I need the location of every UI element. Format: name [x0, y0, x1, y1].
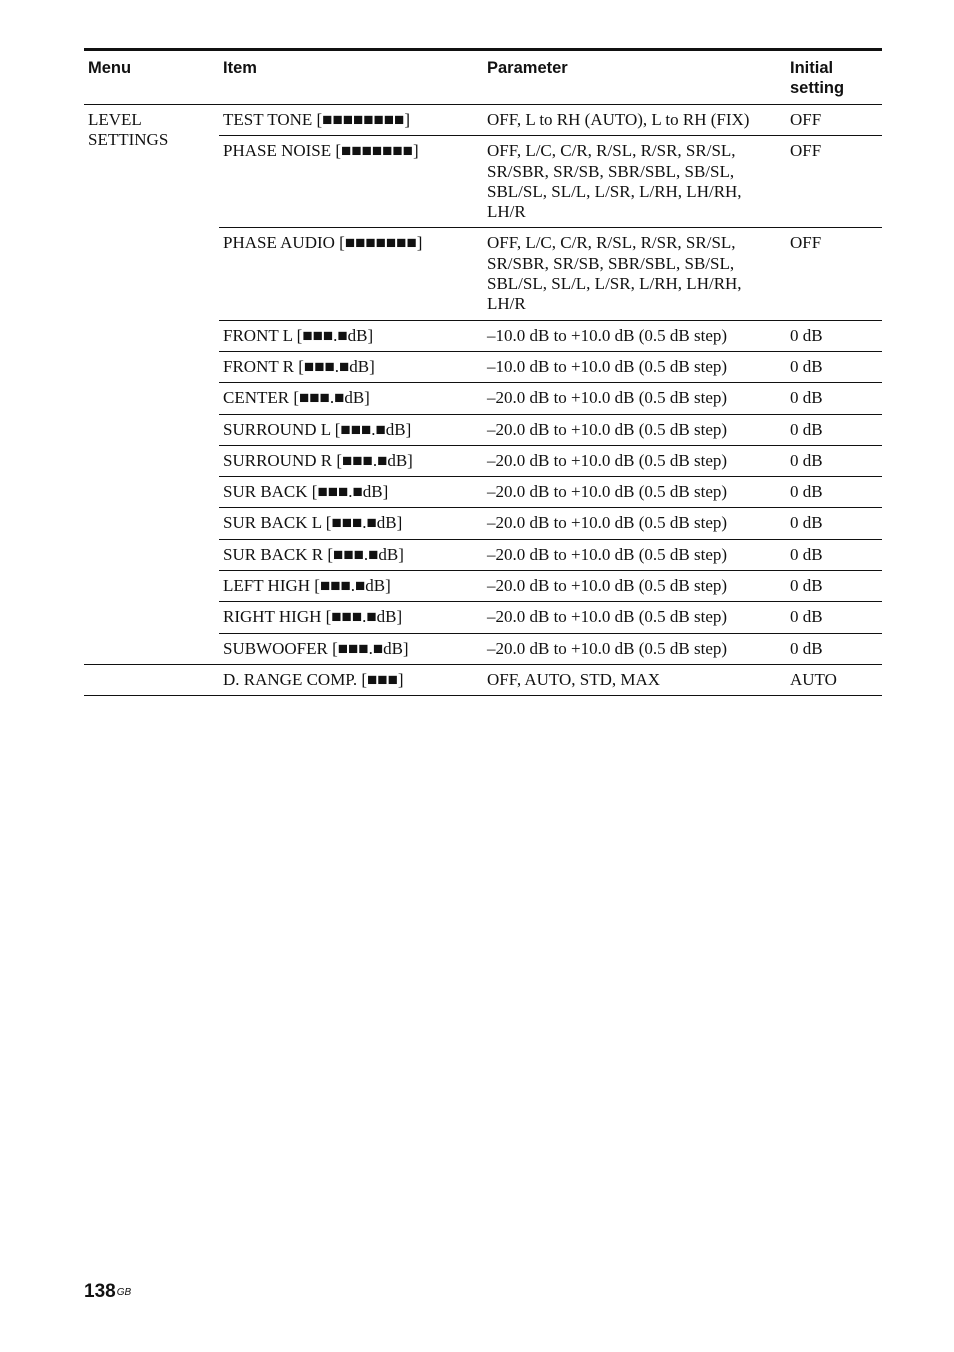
initial-cell: 0 dB: [786, 539, 882, 570]
initial-cell: 0 dB: [786, 320, 882, 351]
initial-cell: 0 dB: [786, 571, 882, 602]
initial-cell: 0 dB: [786, 633, 882, 664]
header-item: Item: [219, 50, 483, 105]
table-body: [84, 105, 882, 696]
item-cell: SUR BACK L [■■■.■dB]: [219, 508, 483, 539]
item-cell: FRONT R [■■■.■dB]: [219, 351, 483, 382]
initial-cell: OFF: [786, 228, 882, 320]
settings-table-container: [84, 48, 882, 696]
page-number-suffix: GB: [116, 1287, 132, 1298]
item-cell: FRONT L [■■■.■dB]: [219, 320, 483, 351]
parameter-cell: OFF, L to RH (AUTO), L to RH (FIX): [483, 105, 786, 136]
parameter-cell: –10.0 dB to +10.0 dB (0.5 dB step): [483, 351, 786, 382]
parameter-cell: –10.0 dB to +10.0 dB (0.5 dB step): [483, 320, 786, 351]
table-row: [84, 664, 882, 695]
table-row: [84, 105, 882, 136]
page-number: [84, 1280, 131, 1304]
initial-cell: 0 dB: [786, 508, 882, 539]
item-cell: RIGHT HIGH [■■■.■dB]: [219, 602, 483, 633]
menu-cell-level-settings: LEVEL SETTINGS: [84, 105, 219, 665]
parameter-cell: –20.0 dB to +10.0 dB (0.5 dB step): [483, 508, 786, 539]
table-header: [84, 50, 882, 105]
header-initial-setting: Initial setting: [786, 50, 882, 105]
item-cell: SUR BACK R [■■■.■dB]: [219, 539, 483, 570]
item-cell: PHASE NOISE [■■■■■■■]: [219, 136, 483, 228]
initial-cell: 0 dB: [786, 602, 882, 633]
initial-cell: 0 dB: [786, 445, 882, 476]
header-parameter: Parameter: [483, 50, 786, 105]
header-menu: Menu: [84, 50, 219, 105]
initial-cell: AUTO: [786, 664, 882, 695]
initial-cell: 0 dB: [786, 414, 882, 445]
initial-cell: 0 dB: [786, 383, 882, 414]
parameter-cell: –20.0 dB to +10.0 dB (0.5 dB step): [483, 539, 786, 570]
initial-cell: OFF: [786, 136, 882, 228]
initial-cell: 0 dB: [786, 351, 882, 382]
item-cell: TEST TONE [■■■■■■■■]: [219, 105, 483, 136]
parameter-cell: –20.0 dB to +10.0 dB (0.5 dB step): [483, 477, 786, 508]
item-cell: LEFT HIGH [■■■.■dB]: [219, 571, 483, 602]
item-cell: PHASE AUDIO [■■■■■■■]: [219, 228, 483, 320]
settings-table: [84, 48, 882, 696]
item-cell: SURROUND L [■■■.■dB]: [219, 414, 483, 445]
parameter-cell: –20.0 dB to +10.0 dB (0.5 dB step): [483, 445, 786, 476]
item-cell: SURROUND R [■■■.■dB]: [219, 445, 483, 476]
parameter-cell: OFF, AUTO, STD, MAX: [483, 664, 786, 695]
item-cell: D. RANGE COMP. [■■■]: [219, 664, 483, 695]
menu-cell-empty: [84, 664, 219, 695]
header-row: [84, 50, 882, 105]
parameter-cell: –20.0 dB to +10.0 dB (0.5 dB step): [483, 414, 786, 445]
parameter-cell: –20.0 dB to +10.0 dB (0.5 dB step): [483, 633, 786, 664]
item-cell: CENTER [■■■.■dB]: [219, 383, 483, 414]
initial-cell: OFF: [786, 105, 882, 136]
parameter-cell: –20.0 dB to +10.0 dB (0.5 dB step): [483, 602, 786, 633]
parameter-cell: OFF, L/C, C/R, R/SL, R/SR, SR/SL, SR/SBR, SR/SB, SBR/SBL, SB/SL, SBL/SL, SL/L, L/SR, L/RH, LH/RH, LH/R: [483, 228, 786, 320]
parameter-cell: –20.0 dB to +10.0 dB (0.5 dB step): [483, 571, 786, 602]
item-cell: SUBWOOFER [■■■.■dB]: [219, 633, 483, 664]
initial-cell: 0 dB: [786, 477, 882, 508]
parameter-cell: OFF, L/C, C/R, R/SL, R/SR, SR/SL, SR/SBR, SR/SB, SBR/SBL, SB/SL, SBL/SL, SL/L, L/SR, L/RH, LH/RH, LH/R: [483, 136, 786, 228]
parameter-cell: –20.0 dB to +10.0 dB (0.5 dB step): [483, 383, 786, 414]
page-number-value: 138: [84, 1281, 116, 1302]
item-cell: SUR BACK [■■■.■dB]: [219, 477, 483, 508]
